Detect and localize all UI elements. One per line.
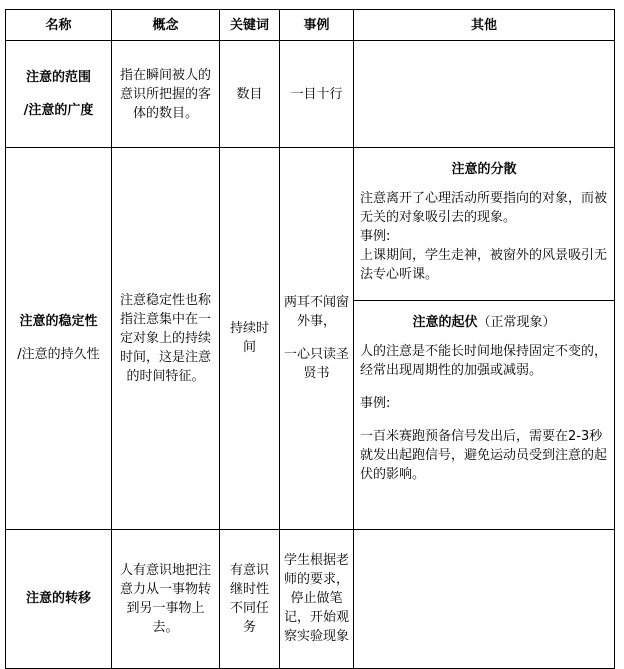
header-example: 事例: [280, 10, 354, 41]
section-title-wrap: [360, 313, 608, 332]
row-keyword: 有意识继时性不同任务: [220, 529, 280, 668]
row-concept: 指在瞬间被人的意识所把握的客体的数目。: [112, 41, 220, 148]
table-row: [6, 148, 615, 529]
other-subtable: [354, 148, 614, 503]
row-concept: 注意稳定性也称指注意集中在一定对象上的持续时间，这是注意的时间特征。: [112, 148, 220, 529]
table-row: [6, 529, 615, 668]
row-keyword: 数目: [220, 41, 280, 148]
row-name-primary: 注意的范围: [25, 70, 91, 86]
header-concept: 概念: [112, 10, 220, 41]
section-example-text: 一百米赛跑预备信号发出后，需要在2-3秒就发出起跑信号，避免运动员受到注意的起伏的影响。: [360, 429, 608, 483]
row-name: 注意的转移: [6, 529, 112, 668]
section-example-label: 事例:: [360, 396, 391, 412]
other-section-dispersion: [354, 148, 614, 301]
row-other: [354, 41, 615, 148]
section-desc: 人的注意是不能长时间地保持固定不变的，经常出现周期性的加强或减弱。: [360, 344, 608, 379]
row-other: [354, 529, 615, 668]
header-other: 其他: [354, 10, 615, 41]
section-title: 注意的起伏: [412, 315, 478, 331]
row-name-secondary: /注意的持久性: [17, 347, 100, 363]
row-example-cell: [280, 148, 354, 529]
table-row: [6, 41, 615, 148]
concept-table: [5, 9, 615, 669]
section-title-note: （正常现象）: [477, 315, 556, 331]
row-name-cell: [6, 148, 112, 529]
section-desc: 注意离开了心理活动所要指向的对象，而被无关的对象吸引去的现象。: [360, 191, 608, 226]
section-example-text: 上课期间，学生走神，被窗外的风景吸引无法专心听课。: [360, 248, 608, 283]
header-keyword: 关键词: [220, 10, 280, 41]
row-example-line: 两耳不闻窗外事，: [284, 295, 350, 330]
row-keyword: 持续时间: [220, 148, 280, 529]
row-example-line: 一心只读圣贤书: [284, 347, 350, 382]
header-name: 名称: [6, 10, 112, 41]
row-name-cell: [6, 41, 112, 148]
section-example-label: 事例:: [360, 229, 391, 245]
row-name-secondary: /注意的广度: [23, 103, 94, 119]
row-other-cell: [354, 148, 615, 529]
other-section-fluctuation: [354, 301, 614, 504]
row-example: 一目十行: [280, 41, 354, 148]
header-row: [6, 10, 615, 41]
section-title: 注意的分散: [451, 162, 517, 178]
row-concept: 人有意识地把注意力从一事物转到另一事物上去。: [112, 529, 220, 668]
row-example: 学生根据老师的要求，停止做笔记，开始观察实验现象: [280, 529, 354, 668]
row-name-primary: 注意的稳定性: [19, 314, 98, 330]
